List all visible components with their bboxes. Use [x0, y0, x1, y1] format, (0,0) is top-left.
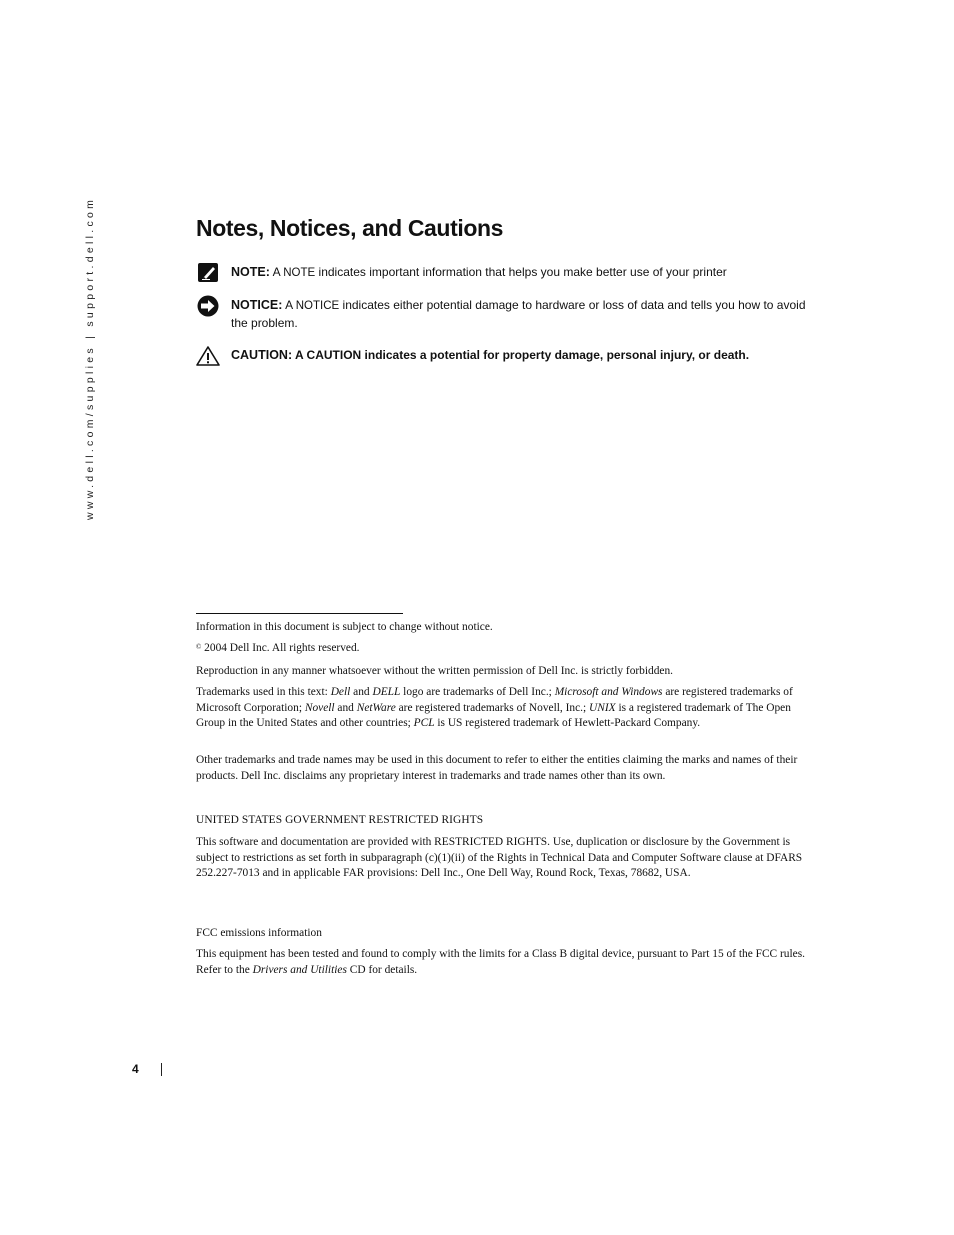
page-title: Notes, Notices, and Cautions [196, 215, 504, 241]
copyright-text: 2004 Dell Inc. All rights reserved. [201, 642, 360, 654]
other-trademarks-paragraph: Other trademarks and trade names may be used in this document to refer to either the entities claiming the marks and names of their products. Dell Inc. disclaims any proprietary interest in trademarks and trade names other than its own. [196, 754, 798, 782]
sidebar-url: www.dell.com/supplies | support.dell.com [84, 196, 96, 520]
tm-text-8: is US registered trademark of Hewlett-Packard Company. [434, 717, 701, 730]
notice-arrow-icon [196, 295, 220, 317]
gov-rights-paragraph: This software and documentation are provided with RESTRICTED RIGHTS. Use, duplication or disclosure by the Government is subject to restrictions as set forth in subparagraph (c)(1)(ii) of the Rights in Technical Data and Computer Software clause at DFARS 252.227-7013 and in applicable FAR provisions: Dell Inc., One Dell Way, Round Rock, Texas, 78682, USA. [196, 836, 803, 880]
notice-term: NOTICE [295, 300, 340, 312]
tm-text-4: are registered trademarks of Microsoft Corporation; [196, 686, 793, 714]
fcc-cd-title: Drivers and Utilities [252, 963, 347, 976]
trademarks-paragraph [196, 685, 814, 732]
fcc-paragraph [196, 947, 814, 978]
copyright-line [196, 641, 814, 657]
tm-text-1: Trademarks used in this text: [196, 686, 331, 698]
page-number: 4 [132, 1062, 139, 1076]
notice-pre: A [282, 298, 296, 312]
tm-dell-logo: DELL [372, 686, 401, 698]
tm-unix: UNIX [589, 701, 616, 714]
footnote-divider [196, 613, 403, 614]
tm-novell: Novell [304, 701, 335, 714]
tm-text-6: are registered trademarks of Novell, Inc.; [395, 701, 590, 714]
caution-block [196, 347, 816, 365]
notice-text: indicates either potential damage to hardware or loss of data and tells you how to avoid the problem. [231, 298, 806, 330]
notice-label: NOTICE: [231, 298, 283, 312]
tm-microsoft: Microsoft and Windows [554, 686, 663, 698]
caution-label: CAUTION: [231, 348, 293, 362]
note-text: indicates important information that helps you make better use of your printer [315, 265, 727, 279]
note-term: NOTE [283, 267, 316, 279]
tm-dell: Dell [330, 686, 351, 698]
fcc-text-2: CD for details. [346, 963, 418, 976]
note-pencil-icon [196, 262, 220, 284]
tm-text-2: and [350, 686, 373, 698]
reproduction-notice: Reproduction in any manner whatsoever without the written permission of Dell Inc. is strictly forbidden. [196, 665, 674, 677]
caution-text: A CAUTION indicates a potential for property damage, personal injury, or death. [292, 348, 750, 362]
copyright-symbol: © [196, 643, 202, 651]
tm-text-5: and [334, 701, 357, 714]
note-pre: A [269, 265, 284, 279]
tm-text-3: logo are trademarks of Dell Inc.; [400, 686, 555, 698]
tm-pcl: PCL [413, 717, 435, 730]
fcc-heading: FCC emissions information [196, 927, 322, 939]
tm-text-7: is a registered trademark of The Open Group in the United States and other countries; [196, 701, 791, 730]
note-label: NOTE: [231, 265, 270, 279]
footer-divider [161, 1063, 162, 1076]
tm-netware: NetWare [356, 701, 396, 714]
note-block [196, 264, 816, 282]
notice-block [196, 297, 816, 333]
fcc-text-1: This equipment has been tested and found to comply with the limits for a Class B digital device, pursuant to Part 15 of the FCC rules. Refer to the [196, 948, 805, 976]
info-change-notice: Information in this document is subject to change without notice. [196, 621, 493, 633]
caution-warning-icon [196, 345, 220, 367]
gov-rights-heading: UNITED STATES GOVERNMENT RESTRICTED RIGHTS [196, 814, 484, 826]
